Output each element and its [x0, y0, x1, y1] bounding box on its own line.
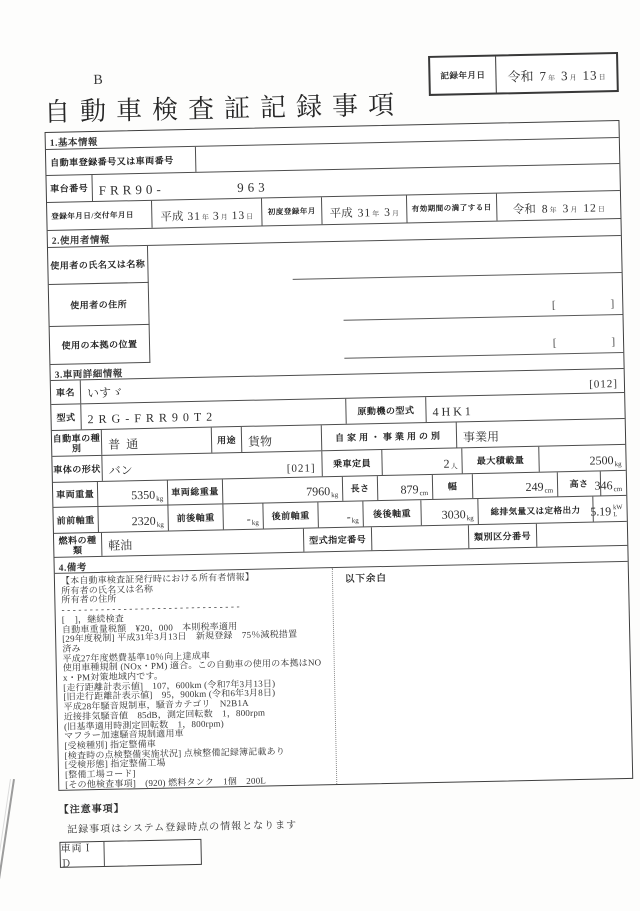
section-vehicle-header: 3.車両詳細情報: [50, 353, 623, 381]
gross-weight-label: 車両総重量: [168, 479, 223, 504]
engine-model-value: 4HK1: [432, 404, 474, 419]
page-mark: B: [93, 72, 103, 88]
class-no-value: [537, 522, 627, 547]
use-value: 貨物: [242, 425, 323, 452]
first-reg-label: 初度登録年月: [262, 197, 323, 225]
user-name-label: 使用者の氏名又は名称: [48, 246, 149, 285]
length-value: 879 cm: [378, 475, 433, 500]
displacement-units: kW L: [613, 504, 623, 518]
axle-ff-label: 前前軸重: [53, 507, 99, 533]
fuel-value: 軽油: [102, 529, 304, 556]
document-title: 自動車検査証記録事項: [43, 90, 405, 128]
axle-ff-value: 2320 kg: [98, 506, 169, 532]
vehicle-name-code: [012]: [589, 378, 619, 391]
displacement-value: 5.19 kW L: [590, 504, 623, 519]
displacement-label: 総排気量又は定格出力: [478, 497, 593, 524]
axle-rf-value: - kg: [318, 501, 364, 527]
class-no-label: 類別区分番号: [469, 524, 537, 548]
reg-date-label: 登録年月日/交付年月日: [47, 201, 153, 230]
length-label: 長さ: [343, 476, 378, 501]
record-date-box: [428, 52, 619, 96]
width-label: 幅: [433, 474, 473, 499]
reg-date-value: 平成 31年 3月 13日: [152, 198, 263, 227]
section-remarks-header: 4.備考: [54, 546, 627, 574]
section-user-header: 2.使用者情報: [48, 219, 621, 248]
business-value: 事業用: [462, 429, 500, 445]
fuel-label: 燃料の種類: [54, 533, 102, 557]
axle-rf-label: 後前軸重: [263, 502, 319, 528]
kind-value: 普 通: [102, 428, 212, 455]
gross-weight-value: 7960 kg: [223, 477, 343, 504]
shape-value: バン [021]: [102, 451, 322, 481]
user-base-bracket: [ ]: [552, 336, 616, 350]
record-date-value: 令和 7年 3月 13日: [507, 67, 606, 85]
remarks-right-column: [332, 562, 632, 784]
axle-rr-label: 後後軸重: [363, 500, 422, 526]
notice-title: 【注意事項】: [58, 803, 125, 816]
height-value: 346 cm: [594, 478, 623, 494]
record-date-label: 記録年月日: [430, 57, 497, 94]
vehicle-id-value: [104, 840, 200, 866]
kind-label: 自動車の種別: [52, 430, 103, 456]
weight-value: 5350 kg: [98, 481, 168, 506]
chassis-label: 車台番号: [46, 175, 93, 202]
business-label: 自家用・事業用の別: [322, 422, 457, 450]
first-reg-value: 平成 31年 3月: [322, 195, 408, 224]
height-label: 高さ: [558, 471, 601, 496]
vehicle-id-label: 車両ＩＤ: [60, 842, 104, 867]
axle-fr-value: - kg: [223, 504, 264, 530]
remarks-body: 【本自動車検査証発行時における所有者情報】 所有者の氏名又は名称 所有者の住所 - - - - - - - - - - - - - - - - - - - - - - - - - - - - - - - - [ ]，継続検査 自動車重量税額 ¥20，000 本則税率適用 [29年度税制] 平成31年3月13日 新規登録 75％減税措置 済み 平成27年度燃費基準10％向上達成車 使用車種規制 (NOx・PM) 適合。この自動車の使用の本拠はNO x・PM対策地域内です。 [走行距離計表示値] 107，600km (令和7年3月13日) [旧走行距離計表示値] 95，900km (令和6年3月8日) 平成28年騒音規制車，騒音カテゴリ N2B1A 近接排気騒音値 85dB，測定回転数 1，800rpm (旧基準適用時測定回転数 1，800rpm) マフラー加速騒音規制適用車 [受検種別] 指定整備車 [検査時の点検整備実施状況] 点検整備記録簿記載あり [受検形態] 指定整備工場 [整備工場コード] [その他検査事項] (920) 燃料タンク 1個 200L: [60, 571, 322, 790]
notice-body: 記録事項はシステム登録時点の情報となります: [67, 819, 298, 836]
use-label: 用途: [212, 427, 243, 453]
model-value: 2RG-FRR90T2: [81, 399, 346, 430]
vehicle-name-value: いすゞ [012]: [86, 378, 619, 401]
model-label: 型式: [51, 404, 82, 430]
max-load-value: 2500 kg: [589, 453, 622, 469]
section-basic-header: 1.基本情報: [46, 121, 619, 150]
shape-code: [021]: [286, 462, 316, 476]
user-base-label: 使用の本拠の位置: [50, 325, 151, 365]
axle-fr-label: 前後軸重: [168, 504, 224, 530]
weight-label: 車両重量: [53, 482, 98, 507]
chassis-value: FRR90- 963: [98, 179, 269, 198]
width-value: 249 cm: [473, 472, 558, 498]
engine-model-label: 原動機の型式: [346, 397, 427, 424]
main-table: [45, 120, 634, 791]
document-sheet: [43, 52, 635, 904]
shape-label: 車体の形状: [52, 456, 103, 482]
user-address-bracket: [ ]: [551, 298, 615, 312]
capacity-label: 乗車定員: [322, 450, 383, 476]
type-no-label: 型式指定番号: [304, 527, 372, 551]
remarks-margin-note: 以下余白: [344, 573, 388, 585]
record-date-era: 令和: [507, 68, 534, 85]
remarks-left-column: [55, 568, 336, 790]
vehicle-id-box: [59, 839, 202, 868]
user-address-label: 使用者の住所: [49, 283, 150, 327]
type-no-value: [372, 525, 469, 550]
expiry-label: 有効期間の満了する日: [407, 194, 498, 223]
max-load-label: 最大積載量: [462, 447, 540, 474]
axle-rr-value: 3030 kg: [421, 499, 479, 525]
capacity-value: 2 人: [382, 448, 463, 475]
vehicle-name-label: 車名: [51, 380, 81, 404]
reg-number-label: 自動車登録番号又は車両番号: [46, 147, 196, 175]
remarks-row: [55, 562, 632, 790]
expiry-value: 令和 8年 3月 12日: [512, 202, 605, 217]
